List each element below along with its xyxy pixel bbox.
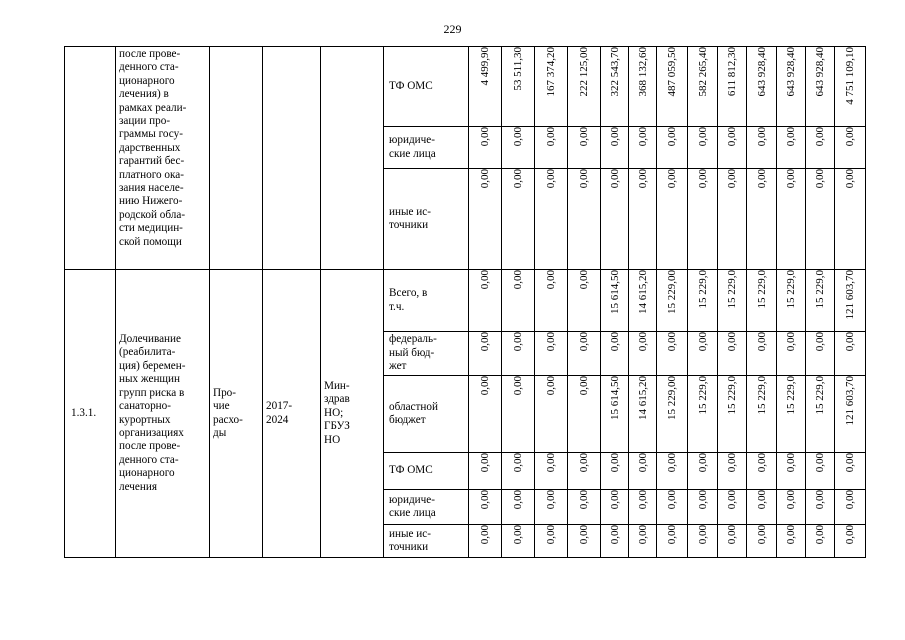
amount-value: 0,00: [844, 332, 856, 352]
amount-value: 15 229,0: [726, 376, 738, 415]
value-cell: [469, 270, 502, 332]
amount-value: 0,00: [479, 169, 491, 189]
amount-value: 0,00: [666, 169, 678, 189]
value-cell: [629, 453, 657, 490]
value-cell: [535, 490, 568, 525]
amount-value: 0,00: [578, 127, 590, 147]
value-cell: [657, 169, 688, 270]
value-cell: [747, 376, 777, 453]
value-cell: [806, 47, 835, 127]
amount-value: 0,00: [636, 332, 649, 352]
amount-value: 0,00: [545, 127, 557, 147]
amount-value: 0,00: [608, 490, 621, 510]
amount-value: 643 928,40: [785, 47, 797, 97]
value-cell: [718, 127, 747, 169]
value-cell: [806, 525, 835, 558]
value-cell: [777, 47, 806, 127]
amount-value: 0,00: [755, 169, 768, 189]
funding-source: областной бюджет: [384, 376, 469, 453]
amount-value: 582 265,40: [696, 47, 709, 97]
amount-value: 0,00: [636, 169, 649, 189]
value-cell: [629, 270, 657, 332]
value-cell: [535, 270, 568, 332]
value-cell: [469, 490, 502, 525]
value-cell: [747, 525, 777, 558]
value-cell: [629, 490, 657, 525]
value-cell: [535, 525, 568, 558]
amount-value: 0,00: [545, 376, 557, 396]
value-cell: [535, 169, 568, 270]
value-cell: [835, 47, 866, 127]
amount-value: 0,00: [578, 525, 590, 545]
value-cell: [688, 169, 718, 270]
value-cell: [657, 47, 688, 127]
amount-value: 0,00: [696, 490, 709, 510]
value-cell: [502, 127, 535, 169]
amount-value: 15 229,0: [814, 270, 826, 309]
amount-value: 0,00: [512, 169, 524, 189]
value-cell: [835, 490, 866, 525]
value-cell: [629, 376, 657, 453]
amount-value: 0,00: [479, 270, 491, 290]
amount-value: 0,00: [479, 376, 491, 396]
amount-value: 0,00: [578, 490, 590, 510]
amount-value: 0,00: [726, 490, 738, 510]
value-cell: [718, 169, 747, 270]
value-cell: [629, 47, 657, 127]
amount-value: 4 751 109,10: [844, 47, 856, 105]
amount-value: 611 812,30: [726, 47, 738, 97]
amount-value: 15 229,0: [755, 376, 768, 415]
value-cell: [469, 453, 502, 490]
amount-value: 0,00: [844, 490, 856, 510]
value-cell: [601, 490, 629, 525]
amount-value: 0,00: [666, 332, 678, 352]
value-cell: [718, 453, 747, 490]
funding-source: юридиче- ские лица: [384, 127, 469, 169]
amount-value: 0,00: [512, 127, 524, 147]
amount-value: 0,00: [545, 332, 557, 352]
value-cell: [568, 169, 601, 270]
value-cell: [747, 453, 777, 490]
amount-value: 0,00: [726, 453, 738, 473]
value-cell: [568, 376, 601, 453]
expense-type: [210, 47, 263, 270]
value-cell: [601, 525, 629, 558]
value-cell: [718, 47, 747, 127]
amount-value: 0,00: [814, 332, 826, 352]
amount-value: 0,00: [814, 127, 826, 147]
amount-value: 0,00: [666, 525, 678, 545]
value-cell: [777, 525, 806, 558]
amount-value: 0,00: [479, 525, 491, 545]
value-cell: [657, 490, 688, 525]
executor: [321, 47, 384, 270]
period: [263, 47, 321, 270]
item-number: [65, 47, 116, 270]
amount-value: 0,00: [636, 490, 649, 510]
amount-value: 0,00: [545, 453, 557, 473]
value-cell: [502, 453, 535, 490]
amount-value: 0,00: [755, 453, 768, 473]
value-cell: [502, 47, 535, 127]
amount-value: 0,00: [814, 490, 826, 510]
value-cell: [657, 453, 688, 490]
amount-value: 0,00: [726, 127, 738, 147]
amount-value: 0,00: [666, 127, 678, 147]
amount-value: 14 615,20: [636, 376, 649, 420]
amount-value: 15 229,0: [785, 270, 797, 309]
value-cell: [747, 490, 777, 525]
amount-value: 0,00: [512, 490, 524, 510]
amount-value: 0,00: [608, 525, 621, 545]
amount-value: 0,00: [512, 453, 524, 473]
amount-value: 0,00: [814, 525, 826, 545]
table-row: [65, 270, 866, 332]
amount-value: 15 229,0: [814, 376, 826, 415]
period: 2017- 2024: [263, 270, 321, 558]
amount-value: 167 374,20: [545, 47, 557, 97]
amount-value: 15 229,00: [666, 270, 678, 314]
amount-value: 0,00: [512, 376, 524, 396]
funding-source: Всего, в т.ч.: [384, 270, 469, 332]
amount-value: 322 543,70: [608, 47, 621, 97]
value-cell: [657, 376, 688, 453]
amount-value: 0,00: [578, 376, 590, 396]
value-cell: [835, 270, 866, 332]
amount-value: 0,00: [578, 169, 590, 189]
amount-value: 0,00: [755, 490, 768, 510]
amount-value: 15 614,50: [608, 376, 621, 420]
amount-value: 0,00: [666, 490, 678, 510]
amount-value: 0,00: [636, 525, 649, 545]
amount-value: 15 229,0: [755, 270, 768, 309]
value-cell: [469, 169, 502, 270]
value-cell: [777, 453, 806, 490]
value-cell: [657, 525, 688, 558]
value-cell: [806, 376, 835, 453]
value-cell: [688, 332, 718, 376]
value-cell: [777, 270, 806, 332]
funding-source: иные ис- точники: [384, 169, 469, 270]
amount-value: 0,00: [545, 525, 557, 545]
funding-source: юридиче- ские лица: [384, 490, 469, 525]
value-cell: [502, 525, 535, 558]
value-cell: [835, 453, 866, 490]
value-cell: [747, 127, 777, 169]
value-cell: [502, 376, 535, 453]
value-cell: [718, 525, 747, 558]
value-cell: [502, 169, 535, 270]
amount-value: 0,00: [785, 453, 797, 473]
value-cell: [688, 47, 718, 127]
amount-value: 0,00: [479, 332, 491, 352]
value-cell: [718, 270, 747, 332]
value-cell: [601, 127, 629, 169]
value-cell: [629, 332, 657, 376]
value-cell: [718, 376, 747, 453]
amount-value: 0,00: [726, 525, 738, 545]
value-cell: [688, 490, 718, 525]
amount-value: 643 928,40: [814, 47, 826, 97]
value-cell: [806, 270, 835, 332]
amount-value: 0,00: [696, 169, 709, 189]
value-cell: [806, 490, 835, 525]
funding-source: иные ис- точники: [384, 525, 469, 558]
value-cell: [688, 127, 718, 169]
amount-value: 0,00: [636, 127, 649, 147]
value-cell: [629, 525, 657, 558]
amount-value: 0,00: [608, 453, 621, 473]
amount-value: 0,00: [844, 127, 856, 147]
value-cell: [469, 332, 502, 376]
amount-value: 0,00: [608, 169, 621, 189]
funding-source: ТФ ОМС: [384, 47, 469, 127]
page-number: 229: [443, 22, 462, 36]
value-cell: [777, 490, 806, 525]
value-cell: [688, 270, 718, 332]
value-cell: [535, 376, 568, 453]
amount-value: 15 229,0: [785, 376, 797, 415]
value-cell: [469, 525, 502, 558]
amount-value: 15 229,0: [696, 270, 709, 309]
value-cell: [835, 127, 866, 169]
amount-value: 0,00: [512, 525, 524, 545]
amount-value: 0,00: [578, 332, 590, 352]
item-description: Долечивание (реабилита- ция) беремен- ных женщин групп риска в санаторно- курортных организациях после прове- денного ста- ционарного лечения: [116, 270, 210, 558]
value-cell: [568, 525, 601, 558]
amount-value: 0,00: [755, 525, 768, 545]
value-cell: [747, 169, 777, 270]
amount-value: 0,00: [844, 453, 856, 473]
amount-value: 15 229,0: [726, 270, 738, 309]
amount-value: 0,00: [844, 169, 856, 189]
value-cell: [535, 127, 568, 169]
amount-value: 0,00: [479, 490, 491, 510]
value-cell: [502, 490, 535, 525]
amount-value: 0,00: [696, 332, 709, 352]
amount-value: 0,00: [479, 127, 491, 147]
expense-type: Про- чие расхо- ды: [210, 270, 263, 558]
value-cell: [835, 332, 866, 376]
amount-value: 4 499,90: [479, 47, 491, 86]
amount-value: 222 125,00: [578, 47, 590, 97]
value-cell: [601, 332, 629, 376]
amount-value: 0,00: [755, 127, 768, 147]
value-cell: [469, 127, 502, 169]
amount-value: 0,00: [545, 270, 557, 290]
amount-value: 0,00: [844, 525, 856, 545]
value-cell: [469, 376, 502, 453]
value-cell: [601, 270, 629, 332]
amount-value: 0,00: [785, 127, 797, 147]
amount-value: 0,00: [814, 169, 826, 189]
value-cell: [806, 332, 835, 376]
amount-value: 0,00: [696, 453, 709, 473]
value-cell: [747, 47, 777, 127]
value-cell: [535, 453, 568, 490]
amount-value: 0,00: [814, 453, 826, 473]
value-cell: [688, 376, 718, 453]
table-row: [65, 47, 866, 127]
value-cell: [629, 127, 657, 169]
value-cell: [688, 453, 718, 490]
executor: Мин- здрав НО; ГБУЗ НО: [321, 270, 384, 558]
amount-value: 14 615,20: [636, 270, 649, 314]
value-cell: [777, 127, 806, 169]
amount-value: 121 603,70: [844, 376, 856, 426]
value-cell: [469, 47, 502, 127]
amount-value: 15 229,00: [666, 376, 678, 420]
value-cell: [502, 270, 535, 332]
amount-value: 0,00: [726, 169, 738, 189]
value-cell: [568, 127, 601, 169]
amount-value: 0,00: [545, 490, 557, 510]
item-number: 1.3.1.: [65, 270, 116, 558]
amount-value: 53 511,30: [512, 47, 524, 91]
amount-value: 0,00: [578, 453, 590, 473]
value-cell: [806, 453, 835, 490]
amount-value: 0,00: [512, 270, 524, 290]
financing-table: [64, 46, 866, 558]
amount-value: 368 132,60: [636, 47, 649, 97]
amount-value: 0,00: [785, 525, 797, 545]
value-cell: [835, 525, 866, 558]
amount-value: 0,00: [636, 453, 649, 473]
amount-value: 0,00: [785, 332, 797, 352]
value-cell: [777, 332, 806, 376]
amount-value: 0,00: [755, 332, 768, 352]
amount-value: 0,00: [578, 270, 590, 290]
value-cell: [806, 127, 835, 169]
amount-value: 121 603,70: [844, 270, 856, 320]
value-cell: [568, 270, 601, 332]
value-cell: [747, 270, 777, 332]
value-cell: [535, 332, 568, 376]
value-cell: [777, 376, 806, 453]
value-cell: [657, 270, 688, 332]
amount-value: 0,00: [479, 453, 491, 473]
table-body: [65, 47, 866, 558]
amount-value: 0,00: [512, 332, 524, 352]
value-cell: [657, 127, 688, 169]
value-cell: [601, 47, 629, 127]
value-cell: [568, 332, 601, 376]
value-cell: [535, 47, 568, 127]
funding-source: ТФ ОМС: [384, 453, 469, 490]
value-cell: [657, 332, 688, 376]
amount-value: 15 614,50: [608, 270, 621, 314]
amount-value: 0,00: [608, 332, 621, 352]
amount-value: 0,00: [545, 169, 557, 189]
value-cell: [688, 525, 718, 558]
amount-value: 487 059,50: [666, 47, 678, 97]
value-cell: [718, 332, 747, 376]
value-cell: [629, 169, 657, 270]
value-cell: [806, 169, 835, 270]
amount-value: 15 229,0: [696, 376, 709, 415]
value-cell: [601, 453, 629, 490]
amount-value: 0,00: [785, 490, 797, 510]
value-cell: [718, 490, 747, 525]
amount-value: 0,00: [696, 127, 709, 147]
value-cell: [568, 490, 601, 525]
amount-value: 643 928,40: [755, 47, 768, 97]
value-cell: [835, 169, 866, 270]
value-cell: [502, 332, 535, 376]
amount-value: 0,00: [696, 525, 709, 545]
item-description: после прове- денного ста- ционарного лечения) в рамках реали- зации про- граммы госу- дарственных гарантий бес- платного ока- зания населе- нию Нижего- родской обла- сти медицин- ской помощи: [116, 47, 210, 270]
value-cell: [747, 332, 777, 376]
value-cell: [835, 376, 866, 453]
amount-value: 0,00: [785, 169, 797, 189]
value-cell: [568, 47, 601, 127]
amount-value: 0,00: [726, 332, 738, 352]
value-cell: [568, 453, 601, 490]
amount-value: 0,00: [608, 127, 621, 147]
value-cell: [601, 376, 629, 453]
value-cell: [601, 169, 629, 270]
funding-source: федераль- ный бюд- жет: [384, 332, 469, 376]
value-cell: [777, 169, 806, 270]
amount-value: 0,00: [666, 453, 678, 473]
